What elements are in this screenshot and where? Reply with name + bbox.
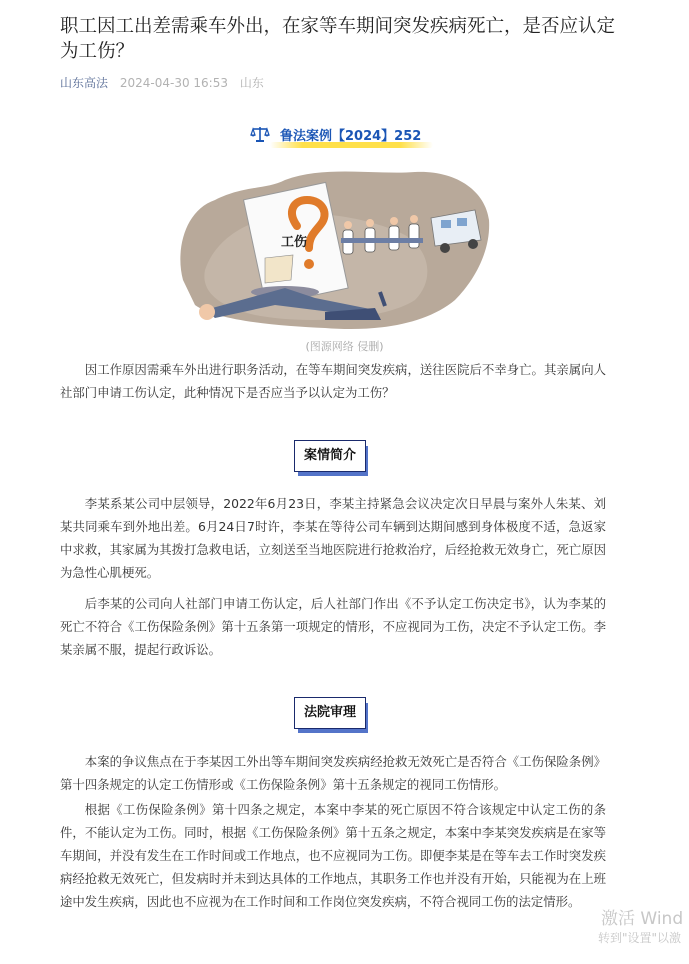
section-heading-case-summary: 案情简介 [294,440,366,472]
work-injury-illustration [175,160,491,334]
court-paragraph-2: 根据《工伤保险条例》第十四条之规定，本案中李某的死亡原因不符合该规定中认定工伤的条件，不能认定为工伤。同时，根据《工伤保险条例》第十五条之规定，本案中李某突发疾病是在家等车期间，并没有发生在工作时间或工作地点，也不应视同为工伤。即便李某是在等车去工作时突发疾病经抢救无效死亡，但发病时并未到达具体的工作地点，其职务工作也并没有开始，只能视为在上班途中发生疾病，因此也不应视为在工作时间和工作岗位突发疾病，不符合视同工伤的法定情形。 [60,802,606,909]
publish-location: 山东 [239,76,264,90]
article-title: 职工因工出差需乘车外出，在家等车期间突发疾病死亡，是否应认定为工伤？ [60,16,616,62]
scales-of-justice-icon [250,125,270,143]
illustration-sign-text: 工伤 [281,235,308,250]
section-heading-court-review: 法院审理 [294,697,366,729]
activation-watermark-line1: 激活 Wind [601,909,684,929]
court-paragraph-1: 本案的争议焦点在于李某因工外出等车期间突发疾病经抢救无效死亡是否符合《工伤保险条例》第十四条规定的认定工伤情形或《工伤保险条例》第十五条规定的视同工伤情形。 [60,754,606,792]
case-paragraph-2: 后李某的公司向人社部门申请工伤认定，后人社部门作出《不予认定工伤决定书》，认为李某的死亡不符合《工伤保险条例》第十五条第一项规定的情形，不应视同为工伤，决定不予认定工伤。李某亲属不服，提起行政诉讼。 [60,596,606,657]
publish-time: 2024-04-30 16:53 [119,76,228,90]
activation-watermark-line2: 转到"设置"以激 [598,931,682,945]
case-paragraph-1: 李某系某公司中层领导，2022年6月23日，李某主持紧急会议决定次日早晨与案外人朱某、刘某共同乘车到外地出差。6月24日7时许，李某在等待公司车辆到达期间感到身体极度不适，急返家中求救，其家属为其拨打急救电话，立刻送至当地医院进行抢救治疗，后经抢救无效身亡，死亡原因为急性心肌梗死。 [60,496,606,580]
article-meta [60,74,264,91]
image-caption: (图源网络 侵删) [305,340,384,353]
account-name-link[interactable]: 山东高法 [60,76,109,90]
case-number-banner [250,124,425,144]
case-number: 鲁法案例【2024】252 [276,125,425,144]
intro-paragraph: 因工作原因需乘车外出进行职务活动，在等车期间突发疾病，送往医院后不幸身亡。其亲属向人社部门申请工伤认定，此种情况下是否应当予以认定为工伤？ [60,362,606,400]
